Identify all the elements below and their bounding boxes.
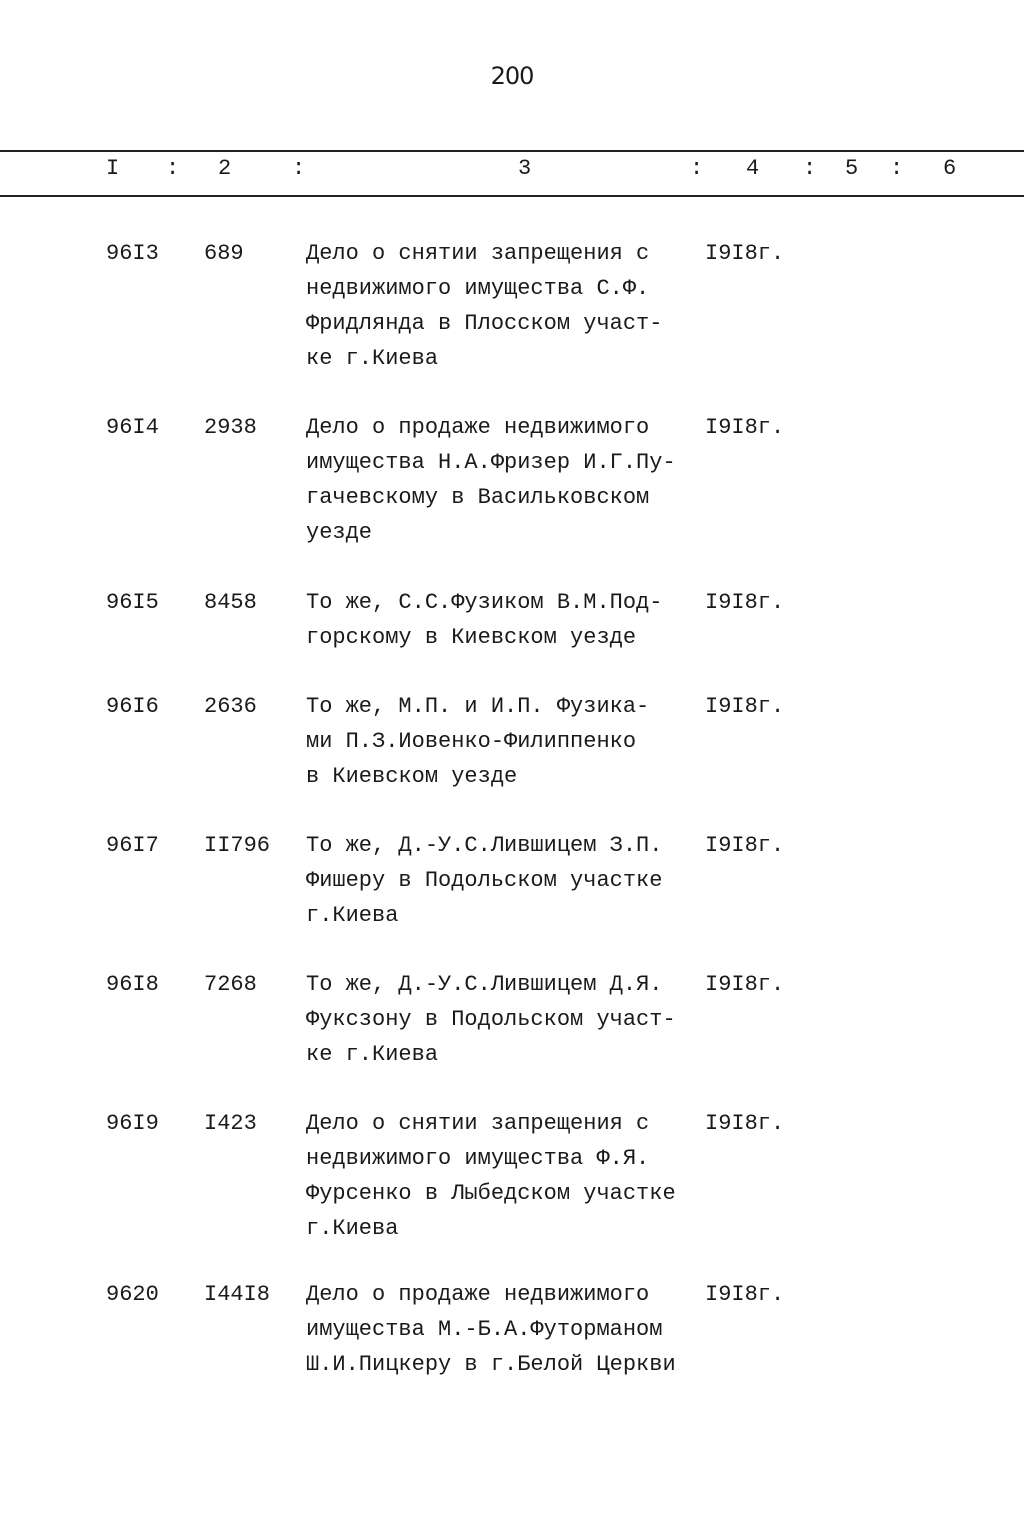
entry-year: I9I8г. <box>705 833 785 858</box>
description-line: Фурсенко в Лыбедском участке <box>306 1181 676 1206</box>
entry-description <box>306 967 706 1072</box>
col-3-label: 3 <box>518 156 532 181</box>
col-sep: : <box>166 156 180 181</box>
description-line: ке г.Киева <box>306 1042 439 1067</box>
col-sep: : <box>690 156 704 181</box>
description-line: То же, С.С.Фузиком В.М.Под- <box>306 590 663 615</box>
description-line: То же, Д.-У.С.Лившицем Д.Я. <box>306 972 663 997</box>
description-line: Дело о продаже недвижимого <box>306 415 650 440</box>
description-line: Фуксзону в Подольском участ- <box>306 1007 676 1032</box>
description-line: Дело о продаже недвижимого <box>306 1282 650 1307</box>
col-sep: : <box>292 156 306 181</box>
entry-year: I9I8г. <box>705 1111 785 1136</box>
entry-old-number: 2938 <box>204 415 257 440</box>
header-rule-bottom <box>0 195 1024 197</box>
description-line: Ш.И.Пицкеру в г.Белой Церкви <box>306 1352 676 1377</box>
entry-description <box>306 689 706 794</box>
entry-old-number: 689 <box>204 241 244 266</box>
entry-year: I9I8г. <box>705 415 785 440</box>
col-1-label: I <box>106 156 120 181</box>
col-sep: : <box>803 156 817 181</box>
description-line: уезде <box>306 520 373 545</box>
entry-description <box>306 236 706 376</box>
entry-old-number: 7268 <box>204 972 257 997</box>
entry-number: 96I8 <box>106 972 159 997</box>
description-line: гачевскому в Васильковском <box>306 485 650 510</box>
entry-description <box>306 1106 706 1246</box>
entry-year: I9I8г. <box>705 241 785 266</box>
description-line: Дело о снятии запрещения с <box>306 1111 650 1136</box>
column-header <box>0 156 1024 188</box>
description-line: недвижимого имущества С.Ф. <box>306 276 650 301</box>
entry-number: 9620 <box>106 1282 159 1307</box>
description-line: ми П.З.Иовенко-Филиппенко <box>306 729 637 754</box>
entry-number: 96I9 <box>106 1111 159 1136</box>
col-2-label: 2 <box>218 156 232 181</box>
description-line: г.Киева <box>306 903 399 928</box>
entry-number: 96I7 <box>106 833 159 858</box>
col-5-label: 5 <box>845 156 859 181</box>
entry-description <box>306 410 706 550</box>
entry-old-number: 2636 <box>204 694 257 719</box>
entry-old-number: I423 <box>204 1111 257 1136</box>
entry-year: I9I8г. <box>705 590 785 615</box>
description-line: имущества М.-Б.А.Футорманом <box>306 1317 663 1342</box>
description-line: г.Киева <box>306 1216 399 1241</box>
description-line: Фридлянда в Плосском участ- <box>306 311 663 336</box>
entry-old-number: II796 <box>204 833 271 858</box>
description-line: в Киевском уезде <box>306 764 518 789</box>
entry-year: I9I8г. <box>705 694 785 719</box>
description-line: Фишеру в Подольском участке <box>306 868 663 893</box>
description-line: недвижимого имущества Ф.Я. <box>306 1146 650 1171</box>
entry-old-number: 8458 <box>204 590 257 615</box>
header-rule-top <box>0 150 1024 152</box>
description-line: имущества Н.А.Фризер И.Г.Пу- <box>306 450 676 475</box>
description-line: То же, Д.-У.С.Лившицем З.П. <box>306 833 663 858</box>
entry-old-number: I44I8 <box>204 1282 271 1307</box>
page-number: 200 <box>490 62 534 90</box>
entry-number: 96I3 <box>106 241 159 266</box>
col-sep: : <box>890 156 904 181</box>
description-line: ке г.Киева <box>306 346 439 371</box>
entry-description <box>306 585 706 655</box>
entry-description <box>306 1277 706 1382</box>
entry-number: 96I6 <box>106 694 159 719</box>
entry-description <box>306 828 706 933</box>
col-4-label: 4 <box>746 156 760 181</box>
description-line: Дело о снятии запрещения с <box>306 241 650 266</box>
col-6-label: 6 <box>943 156 957 181</box>
entry-number: 96I5 <box>106 590 159 615</box>
entry-year: I9I8г. <box>705 972 785 997</box>
entry-number: 96I4 <box>106 415 159 440</box>
description-line: горскому в Киевском уезде <box>306 625 637 650</box>
entry-year: I9I8г. <box>705 1282 785 1307</box>
description-line: То же, М.П. и И.П. Фузика- <box>306 694 650 719</box>
